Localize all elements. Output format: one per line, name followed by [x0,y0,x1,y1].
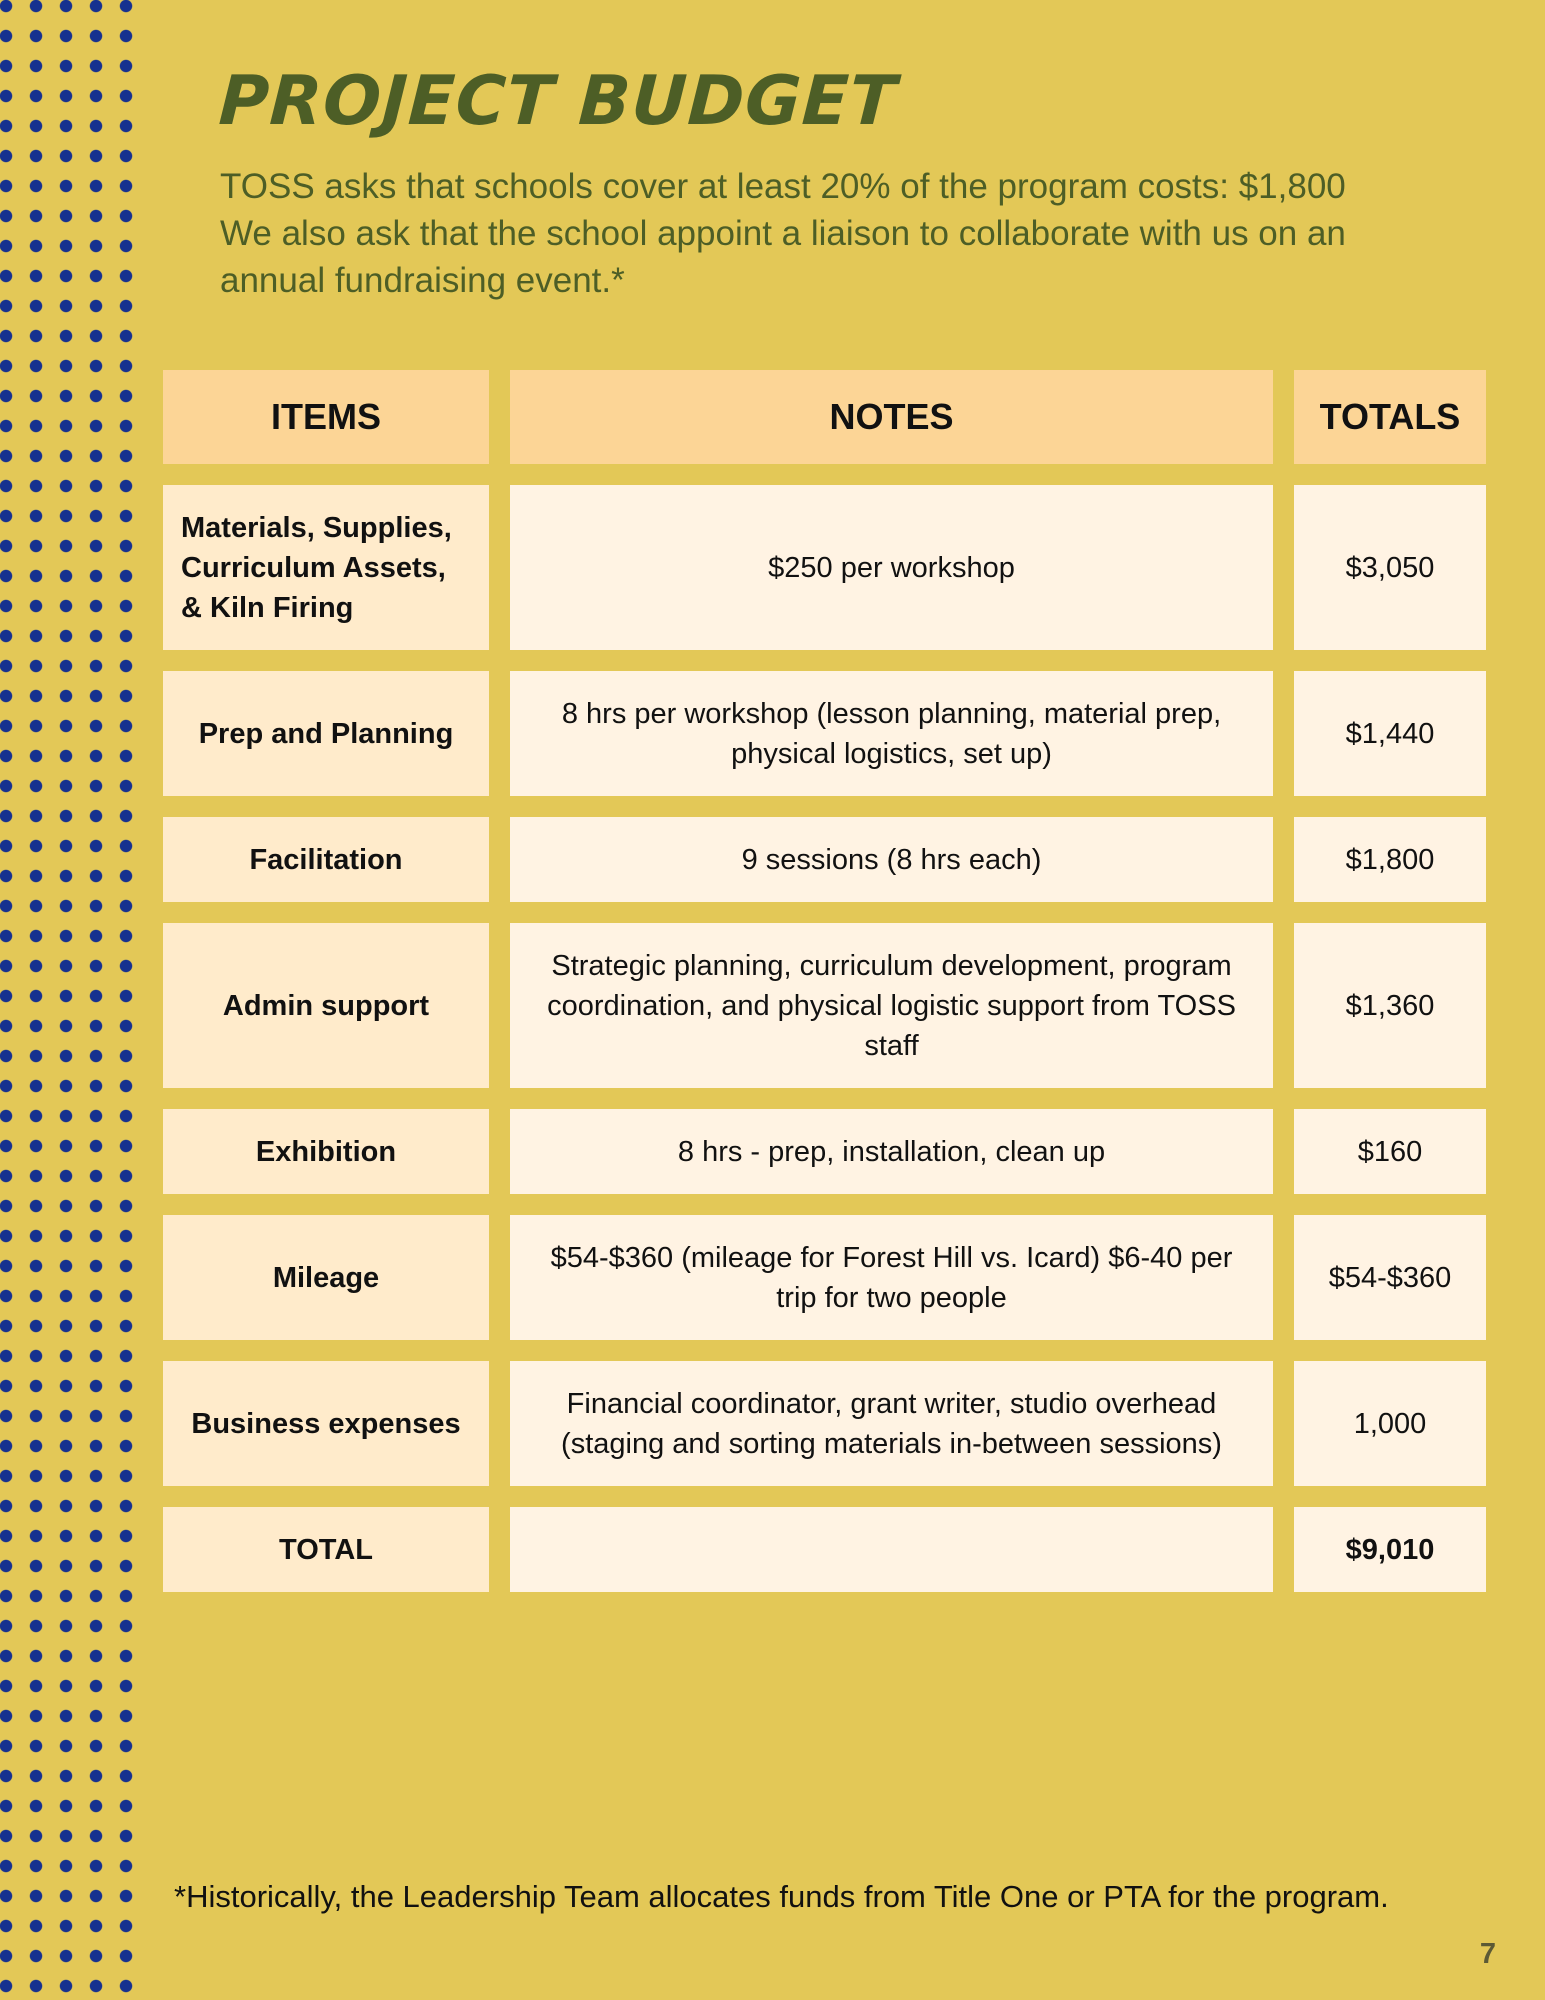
row-item-admin: Admin support [163,923,489,1088]
row-note-prep: 8 hrs per workshop (lesson planning, material prep, physical logistics, set up) [510,671,1273,796]
row-note-business: Financial coordinator, grant writer, studio overhead (staging and sorting materials in-between sessions) [510,1361,1273,1486]
row-note-materials: $250 per workshop [510,485,1273,650]
row-total-materials: $3,050 [1294,485,1486,650]
header-totals: TOTALS [1294,370,1486,464]
page-title: PROJECT BUDGET [216,62,899,141]
header-items: ITEMS [163,370,489,464]
row-total-mileage: $54-$360 [1294,1215,1486,1340]
row-note-exhibition: 8 hrs - prep, installation, clean up [510,1109,1273,1194]
row-item-facilitation: Facilitation [163,817,489,902]
row-note-admin: Strategic planning, curriculum development, program coordination, and physical logistic support from TOSS staff [510,923,1273,1088]
footnote: *Historically, the Leadership Team allocates funds from Title One or PTA for the program. [174,1879,1389,1914]
page-number: 7 [1479,1938,1496,1970]
row-item-materials: Materials, Supplies, Curriculum Assets, & Kiln Firing [163,485,489,650]
row-total-prep: $1,440 [1294,671,1486,796]
row-item-exhibition: Exhibition [163,1109,489,1194]
row-note-mileage: $54-$360 (mileage for Forest Hill vs. Icard) $6-40 per trip for two people [510,1215,1273,1340]
row-total-facilitation: $1,800 [1294,817,1486,902]
dot-pattern-decoration [0,0,134,2000]
total-row-note [510,1507,1273,1592]
total-row-value: $9,010 [1294,1507,1486,1592]
total-row-label: TOTAL [163,1507,489,1592]
row-total-admin: $1,360 [1294,923,1486,1088]
row-item-mileage: Mileage [163,1215,489,1340]
intro-line: We also ask that the school appoint a liaison to collaborate with us on an [220,214,1346,253]
row-item-prep: Prep and Planning [163,671,489,796]
row-total-business: 1,000 [1294,1361,1486,1486]
intro-paragraph [220,163,1450,304]
row-total-exhibition: $160 [1294,1109,1486,1194]
intro-line: TOSS asks that schools cover at least 20% of the program costs: $1,800 [220,167,1346,206]
intro-line: annual fundraising event.* [220,261,625,300]
row-item-business: Business expenses [163,1361,489,1486]
row-note-facilitation: 9 sessions (8 hrs each) [510,817,1273,902]
header-notes: NOTES [510,370,1273,464]
